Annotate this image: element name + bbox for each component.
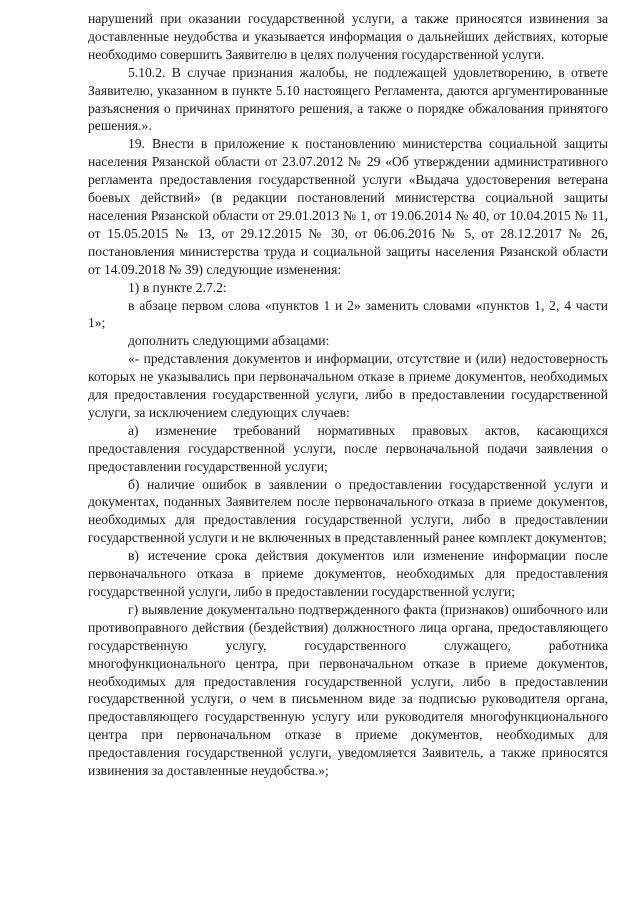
paragraph-continuation: нарушений при оказании государственной услуги, а также приносятся извинения за доставленные неудобства и указывается информация о дальнейших действиях, которые необходимо совершить Заявителю в целях получения государственной услуги. xyxy=(88,11,608,62)
paragraph-replace-words: в абзаце первом слова «пунктов 1 и 2» заменить словами «пунктов 1, 2, 4 части 1»; xyxy=(88,297,608,331)
paragraph-5-10-2: 5.10.2. В случае признания жалобы, не подлежащей удовлетворению, в ответе Заявителю, указанном в пункте 5.10 настоящего Регламента, даются аргументированные разъяснения о причинах принятого решения, а также о порядке обжалования принятого решения.». xyxy=(88,64,608,134)
paragraph-quoted-clause: «- представления документов и информации, отсутствие и (или) недостоверность которых не указывались при первоначальном отказе в приеме документов, необходимых для предоставления государственной услуги, либо в предоставлении государственной услуги, за исключением следующих случаев: xyxy=(88,351,608,420)
paragraph-case-g: г) выявление документально подтвержденного факта (признаков) ошибочного или противоправного действия (бездействия) должностного лица органа, предоставляющего государственную услугу, государственного служащего, работника многофункционального центра, при первоначальном отказе в приеме документов, необходимых для предоставления государственной услуги, либо в предоставлении государственной услуги, о чем в письменном виде за подписью руководителя органа, предоставляющего государственную услугу или руководителя многофункционального центра при первоначальном отказе в приеме документов, необходимых для предоставления государственной услуги, уведомляется Заявитель, а также приносятся извинения за доставленные неудобства.»; xyxy=(88,601,608,779)
paragraph-case-v: в) истечение срока действия документов или изменение информации после первоначального отказа в приеме документов, необходимых для предоставления государственной услуги, либо в предоставлении государственной услуги; xyxy=(88,548,608,599)
paragraph-add-clauses: дополнить следующими абзацами: xyxy=(128,333,330,349)
paragraph-subitem-1: 1) в пункте 2.7.2: xyxy=(128,279,227,295)
paragraph-case-a: а) изменение требований нормативных правовых актов, касающихся предоставления государственной услуги, после первоначальной подачи заявления о предоставлении государственной услуги; xyxy=(88,422,608,474)
paragraph-case-b: б) наличие ошибок в заявлении о предоставлении государственной услуги и документах, поданных Заявителем после первоначального отказа в приеме документов, необходимых для предоставления государственной услуги, либо в предоставлении государственной услуги и не включенных в представленный ранее комплект документов; xyxy=(88,476,608,546)
paragraph-item-19: 19. Внести в приложение к постановлению министерства социальной защиты населения Рязанской области от 23.07.2012 № 29 «Об утверждении административного регламента предоставления государственной услуги «Выдача удостоверения ветерана боевых действий» (в редакции постановлений министерства социальной защиты населения Рязанской области от 29.01.2013 № 1, от 19.06.2014 № 40, от 10.04.2015 № 11, от 15.05.2015 № 13, от 29.12.2015 № 30, от 06.06.2016 № 5, от 28.12.2017 № 26, постановления министерства труда и социальной защиты населения Рязанской области от 14.09.2018 № 39) следующие изменения: xyxy=(88,136,608,277)
document-page xyxy=(88,10,608,780)
